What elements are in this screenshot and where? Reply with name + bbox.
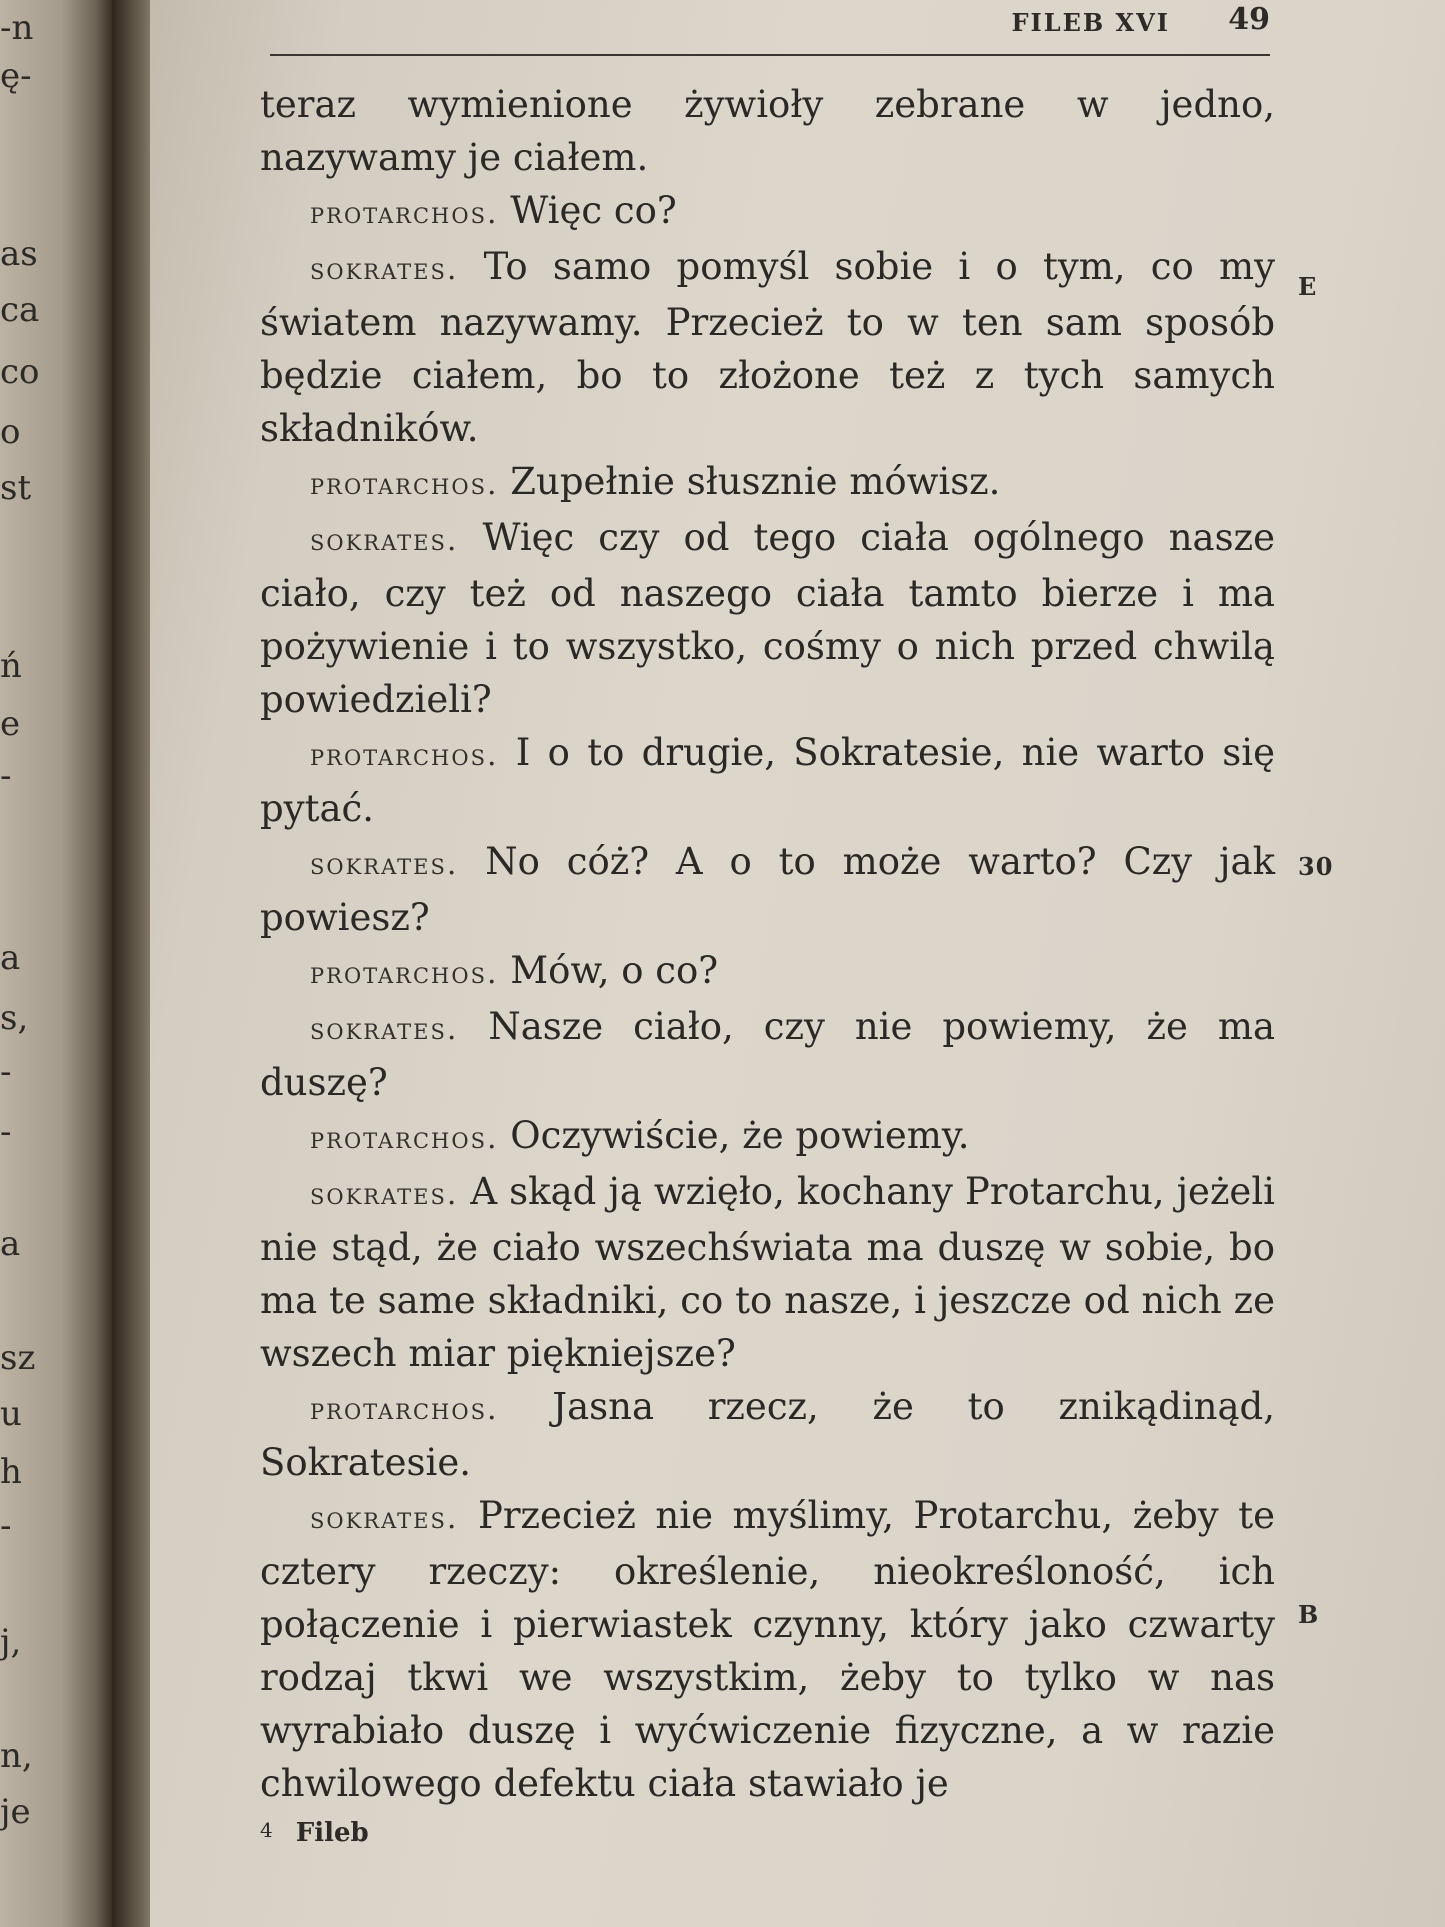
speech-text: Nasze ciało, czy nie powiemy, że ma duszę? bbox=[260, 1005, 1276, 1104]
dialogue-paragraph bbox=[260, 184, 1275, 240]
dialogue-paragraph bbox=[260, 726, 1275, 835]
speech-text: Jasna rzecz, że to znikądinąd, Sokratesie. bbox=[260, 1385, 1275, 1484]
speech-text: Oczywiście, że powiemy. bbox=[510, 1114, 970, 1157]
left-page-fragment: st bbox=[0, 468, 32, 508]
running-title: FILEB XVI bbox=[1011, 8, 1170, 37]
dialogue-paragraph bbox=[260, 835, 1275, 944]
speaker-name: protarchos. bbox=[310, 1392, 499, 1427]
speech-text: To samo pomyśl sobie i o tym, co my światem nazywamy. Przecież to w ten sam sposób będzie ciałem, bo to złożone też z tych samych składników. bbox=[260, 245, 1275, 450]
dialogue-paragraph bbox=[260, 1109, 1275, 1165]
left-page-fragment: ę- bbox=[0, 56, 32, 96]
left-page-fragment: a bbox=[0, 938, 21, 978]
left-page-fragment: sz bbox=[0, 1338, 36, 1378]
left-page-fragment: u bbox=[0, 1394, 22, 1434]
left-page-fragment: s, bbox=[0, 998, 29, 1038]
speaker-name: protarchos. bbox=[310, 467, 499, 502]
page-number: 49 bbox=[1228, 2, 1270, 37]
page-header bbox=[270, 2, 1270, 56]
left-page-fragment: as bbox=[0, 234, 38, 274]
left-page-fragment: -n bbox=[0, 8, 34, 48]
speaker-name: protarchos. bbox=[310, 738, 499, 773]
left-page-fragment: je bbox=[0, 1792, 31, 1832]
dialogue-paragraph bbox=[260, 1489, 1275, 1810]
speech-text: No cóż? A o to może warto? Czy jak powiesz? bbox=[260, 840, 1275, 939]
left-facing-page bbox=[0, 0, 112, 1927]
dialogue-paragraph bbox=[260, 78, 1275, 184]
dialogue-paragraph bbox=[260, 511, 1275, 726]
speech-text: teraz wymienione żywioły zebrane w jedno, nazywamy je ciałem. bbox=[260, 83, 1275, 179]
speaker-name: sokrates. bbox=[310, 523, 459, 558]
speaker-name: protarchos. bbox=[310, 1121, 499, 1156]
left-page-fragment: ń bbox=[0, 646, 22, 686]
speech-text: Więc czy od tego ciała ogólnego nasze ciało, czy też od naszego ciała tamto bierze i ma pożywienie i to wszystko, cośmy o nich przed chwilą powiedzieli? bbox=[260, 516, 1275, 721]
left-page-fragment: o bbox=[0, 412, 21, 452]
dialogue-paragraph bbox=[260, 455, 1275, 511]
left-page-fragment: n, bbox=[0, 1736, 33, 1776]
dialogue-paragraph bbox=[260, 944, 1275, 1000]
left-page-fragment: - bbox=[0, 1112, 12, 1152]
speech-text: Więc co? bbox=[510, 189, 677, 232]
margin-reference-mark: 30 bbox=[1298, 852, 1334, 881]
left-page-fragment: co bbox=[0, 352, 40, 392]
speech-text: A skąd ją wzięło, kochany Protarchu, jeżeli nie stąd, że ciało wszechświata ma duszę w sobie, bo ma te same składniki, co to nasze, i jeszcze od nich ze wszech miar piękniejsze? bbox=[260, 1170, 1275, 1375]
speech-text: Mów, o co? bbox=[510, 949, 719, 992]
left-page-fragment: e bbox=[0, 704, 21, 744]
speaker-name: sokrates. bbox=[310, 1177, 459, 1212]
speech-text: Przecież nie myślimy, Protarchu, żeby te cztery rzeczy: określenie, nieokreśloność, ich połączenie i pierwiastek czynny, który jako czwarty rodzaj tkwi we wszystkim, żeby to tylko w nas wyrabiało duszę i wyćwiczenie fizyczne, a w razie chwilowego defektu ciała stawiało je bbox=[260, 1494, 1276, 1805]
footer-title: Fileb bbox=[295, 1818, 369, 1848]
left-page-fragment: h bbox=[0, 1452, 22, 1492]
left-page-fragment: j, bbox=[0, 1622, 22, 1662]
dialogue-paragraph bbox=[260, 1000, 1275, 1109]
left-page-fragment: - bbox=[0, 756, 12, 796]
left-page-fragment: a bbox=[0, 1224, 21, 1264]
dialogue-paragraph bbox=[260, 1165, 1275, 1380]
speaker-name: protarchos. bbox=[310, 196, 499, 231]
speaker-name: protarchos. bbox=[310, 956, 499, 991]
speech-text: I o to drugie, Sokratesie, nie warto się pytać. bbox=[260, 731, 1275, 830]
speech-text: Zupełnie słusznie mówisz. bbox=[510, 460, 1001, 503]
speaker-name: sokrates. bbox=[310, 847, 459, 882]
speaker-name: sokrates. bbox=[310, 252, 459, 287]
dialogue-paragraph bbox=[260, 240, 1275, 455]
speaker-name: sokrates. bbox=[310, 1501, 459, 1536]
left-page-fragment: ca bbox=[0, 290, 40, 330]
speaker-name: sokrates. bbox=[310, 1012, 459, 1047]
dialogue-paragraph bbox=[260, 1380, 1275, 1489]
margin-reference-mark: E bbox=[1298, 272, 1318, 301]
signature-mark: 4 bbox=[260, 1818, 273, 1842]
left-page-fragment: - bbox=[0, 1052, 12, 1092]
dialogue-text bbox=[260, 78, 1275, 1810]
book-page bbox=[150, 0, 1445, 1927]
left-page-fragment: - bbox=[0, 1506, 12, 1546]
margin-reference-mark: B bbox=[1298, 1600, 1320, 1629]
page-footer bbox=[260, 1818, 369, 1848]
